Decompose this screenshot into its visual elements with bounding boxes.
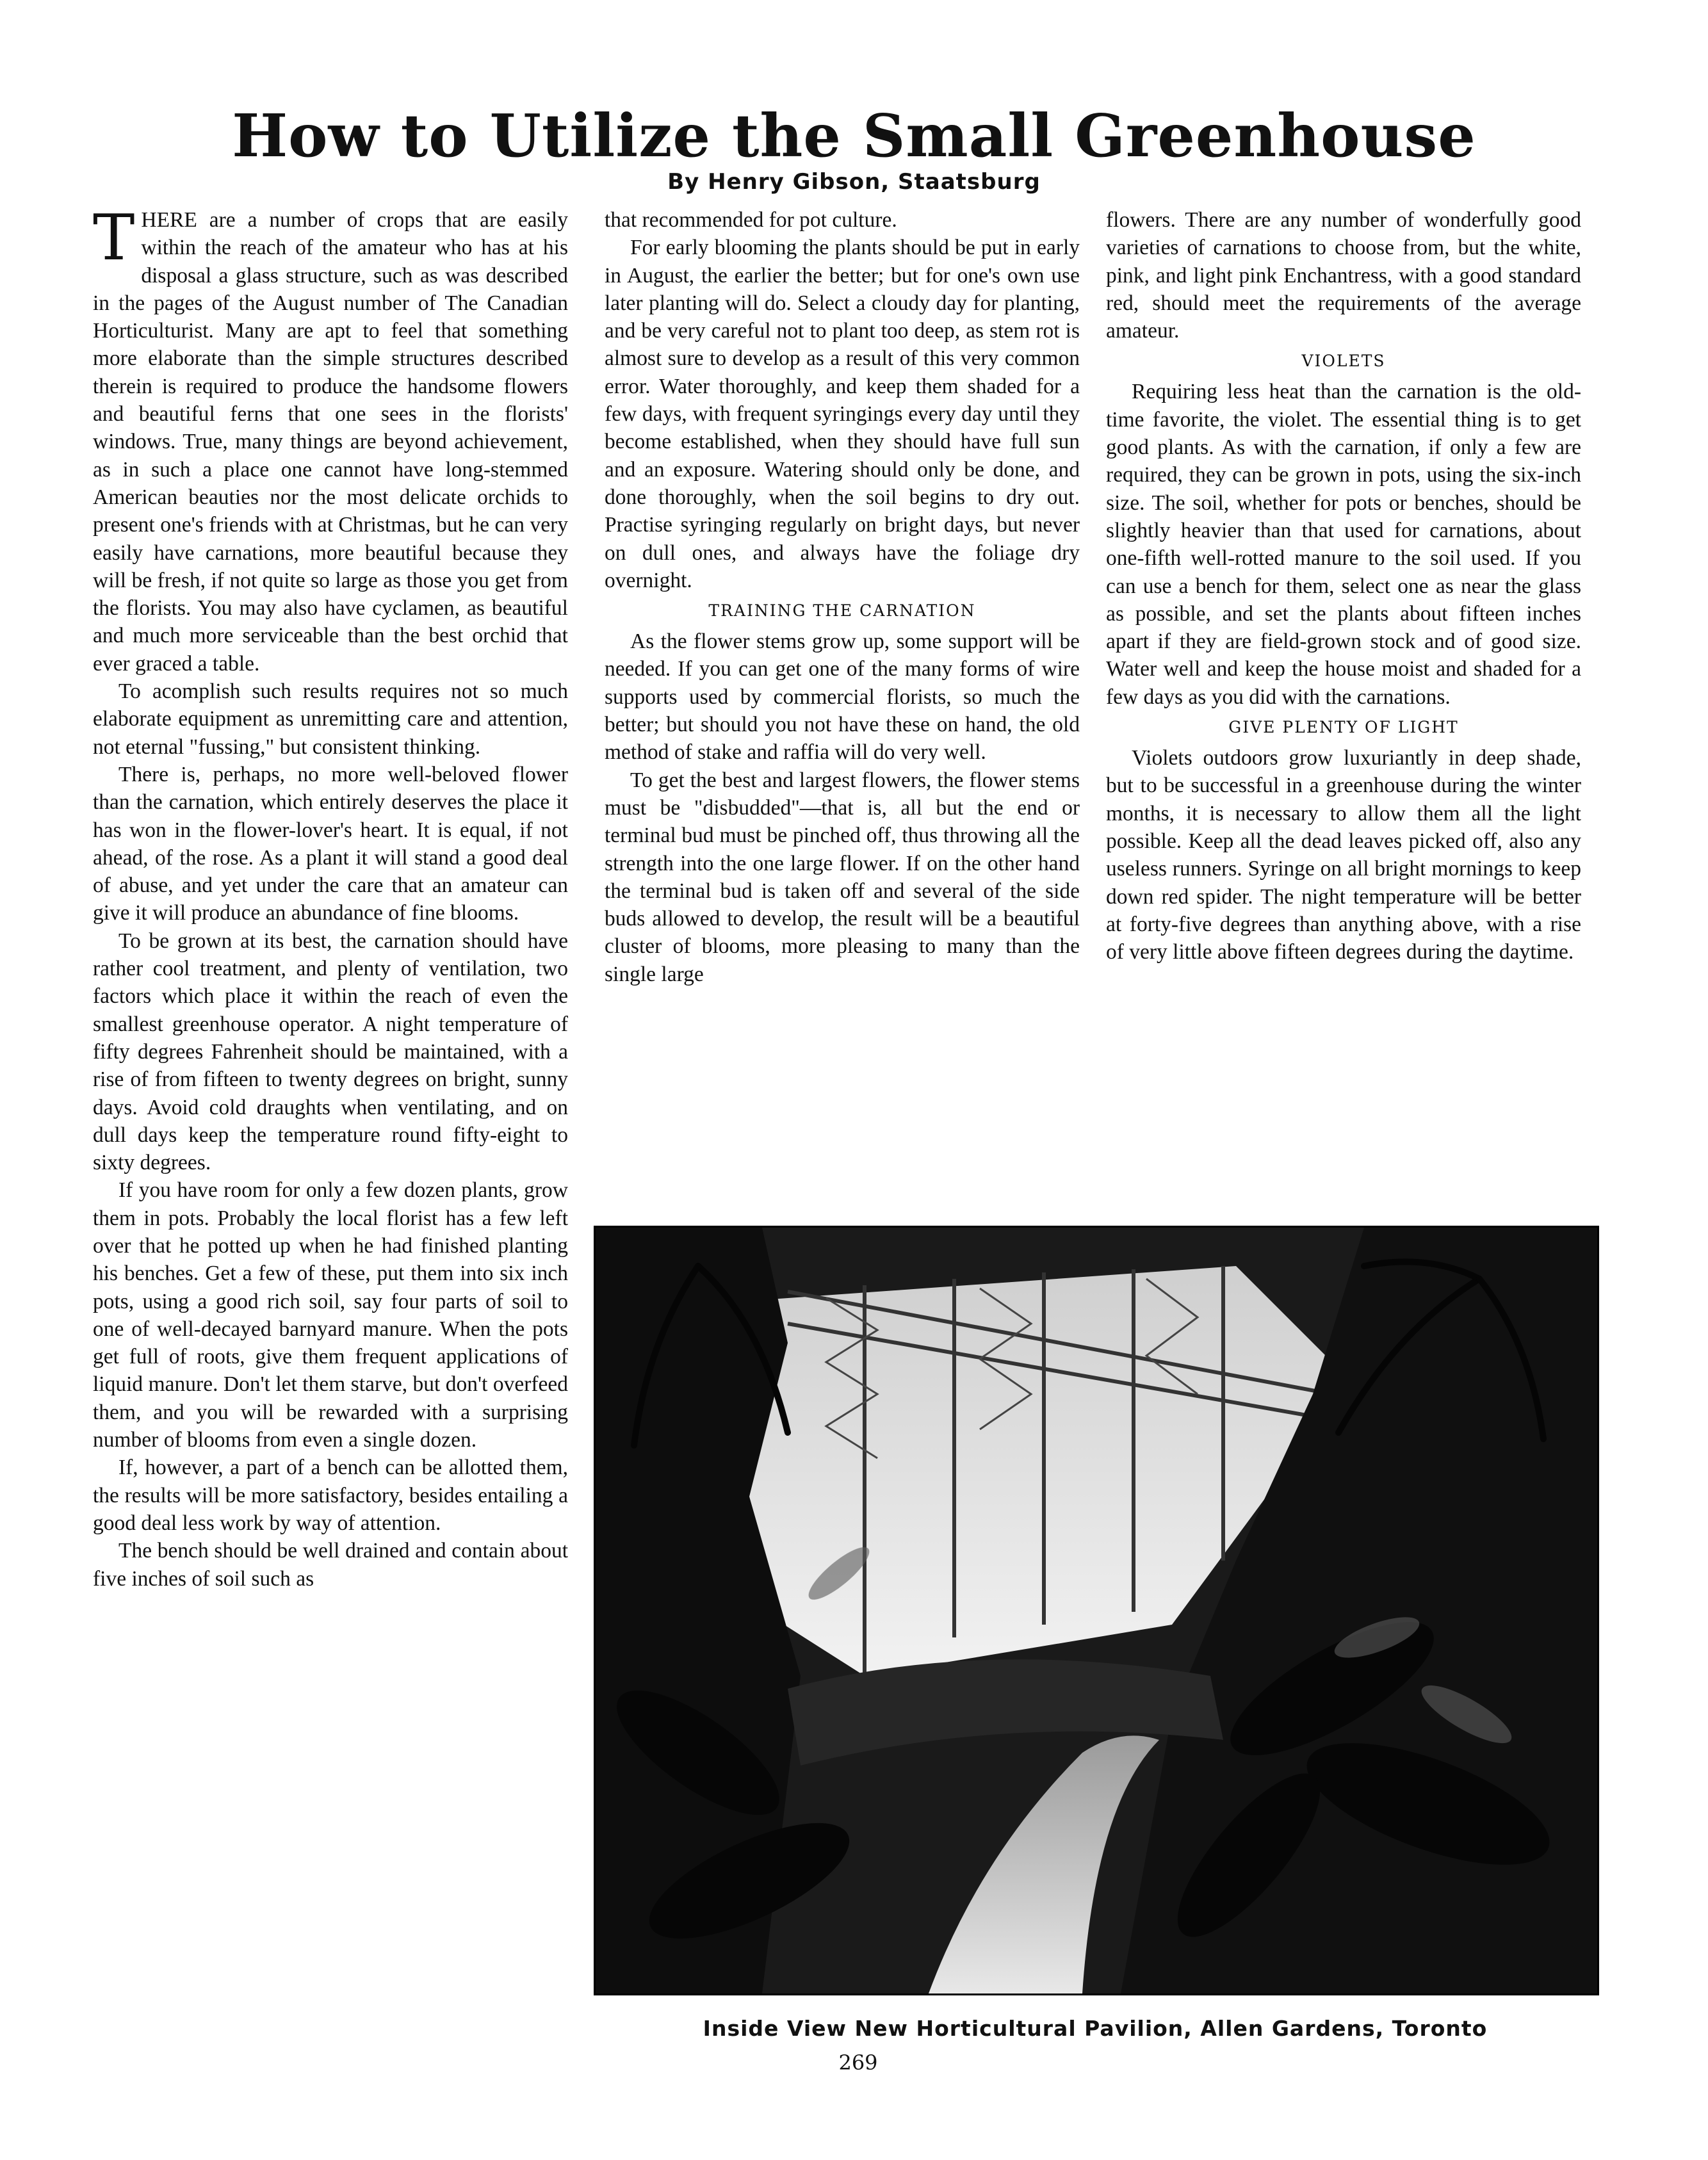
paragraph: To get the best and largest flowers, the flower stems must be "disbudded"—that is, all but the end or terminal bud must be pinched off, thus throwing all the strength into the one large flower. If on the other hand the terminal bud is taken off and several of the side buds allowed to develop, the result will be a beautiful cluster of blooms, more pleasing to many than the single large — [605, 768, 1080, 986]
paragraph: Violets outdoors grow luxuriantly in deep shade, but to be successful in a greenhouse during the winter months, it is necessary to allow them all the light possible. Keep all the dead leaves picked off, also any useless runners. Syringe on all bright mornings to keep down red spider. The night temperature will be better at forty-five degrees than anything above, with a rise of very little above fifteen degrees during the daytime. — [1106, 746, 1581, 964]
paragraph: Requiring less heat than the carnation is the old-time favorite, the violet. The essential thing is to get good plants. As with the carnation, if only a few are required, they can be grown in pots, using the six-inch size. The soil, whether for pots or benches, should be slightly heavier than that used for carnations, about one-fifth well-rotted manure to the soil used. If you can use a bench for them, select one as near the glass as possible, and set the plants about fifteen inches apart if they are field-grown stock and of good size. Water well and keep the house moist and shaded for a few days as you did with the carnations. — [1106, 380, 1581, 709]
paragraph: that recommended for pot culture. — [605, 208, 897, 232]
paragraph: If you have room for only a few dozen plants, grow them in pots. Probably the local florist has a few left over that he potted up when he had finished planting his benches. Get a few of these, put them into six inch pots, using a good rich soil, say four parts of soil to one of well-decayed barnyard manure. When the pots get full of roots, give them frequent applications of liquid manure. Don't let them starve, but don't overfeed them, and you will be rewarded with a surprising number of blooms from even a single dozen. — [93, 1178, 568, 1452]
paragraph: There is, perhaps, no more well-beloved flower than the carnation, which entirely deserves the place it has won in the flower-lover's heart. It is equal, if not ahead, of the rose. As a plant it will stand a good deal of abuse, and yet under the care that an amateur can give it will produce an abundance of fine blooms. — [93, 762, 568, 925]
section-heading: VIOLETS — [1301, 352, 1386, 371]
article-title: How to Utilize the Small Greenhouse — [232, 101, 1476, 170]
column-2 — [605, 206, 1080, 1205]
section-heading: TRAINING THE CARNATION — [708, 601, 976, 621]
paragraph: flowers. There are any number of wonderfully good varieties of carnations to choose from, but the white, pink, and light pink Enchantress, with a good standard red, should meet the requirements of the average amateur. — [1106, 208, 1581, 343]
greenhouse-photo — [594, 1226, 1599, 1995]
paragraph: To acomplish such results requires not so much elaborate equipment as unremitting care and attention, not eternal "fussing," but consistent thinking. — [93, 679, 568, 759]
section-heading: GIVE PLENTY OF LIGHT — [1228, 718, 1459, 737]
column-3 — [1106, 206, 1581, 1205]
paragraph: To be grown at its best, the carnation should have rather cool treatment, and plenty of ventilation, two factors which place it within the reach of even the smallest greenhouse operator. A night temperature of fifty degrees Fahrenheit should be maintained, with a rise of from fifteen to twenty degrees on bright, sunny days. Avoid cold draughts when ventilating, and on dull days keep the temperature round fifty-eight to sixty degrees. — [93, 929, 568, 1175]
column-1 — [93, 206, 568, 2041]
drop-cap: T — [93, 206, 135, 275]
paragraph: The bench should be well drained and contain about five inches of soil such as — [93, 1539, 568, 1591]
paragraph: If, however, a part of a bench can be allotted them, the results will be more satisfactory, besides entailing a good deal less work by way of attention. — [93, 1456, 568, 1535]
greenhouse-photo-illustration — [596, 1228, 1597, 1994]
article-byline: By Henry Gibson, Staatsburg — [667, 169, 1041, 195]
paragraph: For early blooming the plants should be put in early in August, the earlier the better; but for one's own use later planting will do. Select a cloudy day for planting, and be very careful not to plant too deep, as stem rot is almost sure to develop as a result of this very common error. Water thoroughly, and keep them shaded for a few days, with frequent syringings every day until they become established, when they should have full sun and an exposure. Watering should only be done, and done thoroughly, when the soil begins to dry out. Practise syringing regularly on bright days, but never on dull ones, and always have the foliage dry overnight. — [605, 236, 1080, 592]
page-number: 269 — [838, 2050, 878, 2075]
paragraph: As the flower stems grow up, some support will be needed. If you can get one of the many forms of wire supports used by commercial florists, so much the better; but should you not have these on hand, the old method of stake and raffia will do very well. — [605, 629, 1080, 765]
figure-caption: Inside View New Horticultural Pavilion, Allen Gardens, Toronto — [703, 2016, 1488, 2041]
paragraph: THERE are a number of crops that are easily within the reach of the amateur who has at his disposal a glass structure, such as was described in the pages of the August number of The Canadian Horticulturist. Many are apt to feel that something more elaborate than the simple structures described therein is required to produce the handsome flowers and beautiful ferns that one sees in the florists' windows. True, many things are beyond achievement, as in such a place one cannot have long-stemmed American beauties nor the most delicate orchids to present one's friends with at Christmas, but he can very easily have carnations, more beautiful because they will be fresh, if not quite so large as those you get from the florists. You may also have cyclamen, as beautiful and much more serviceable than the best orchid that ever graced a table. — [93, 206, 568, 676]
